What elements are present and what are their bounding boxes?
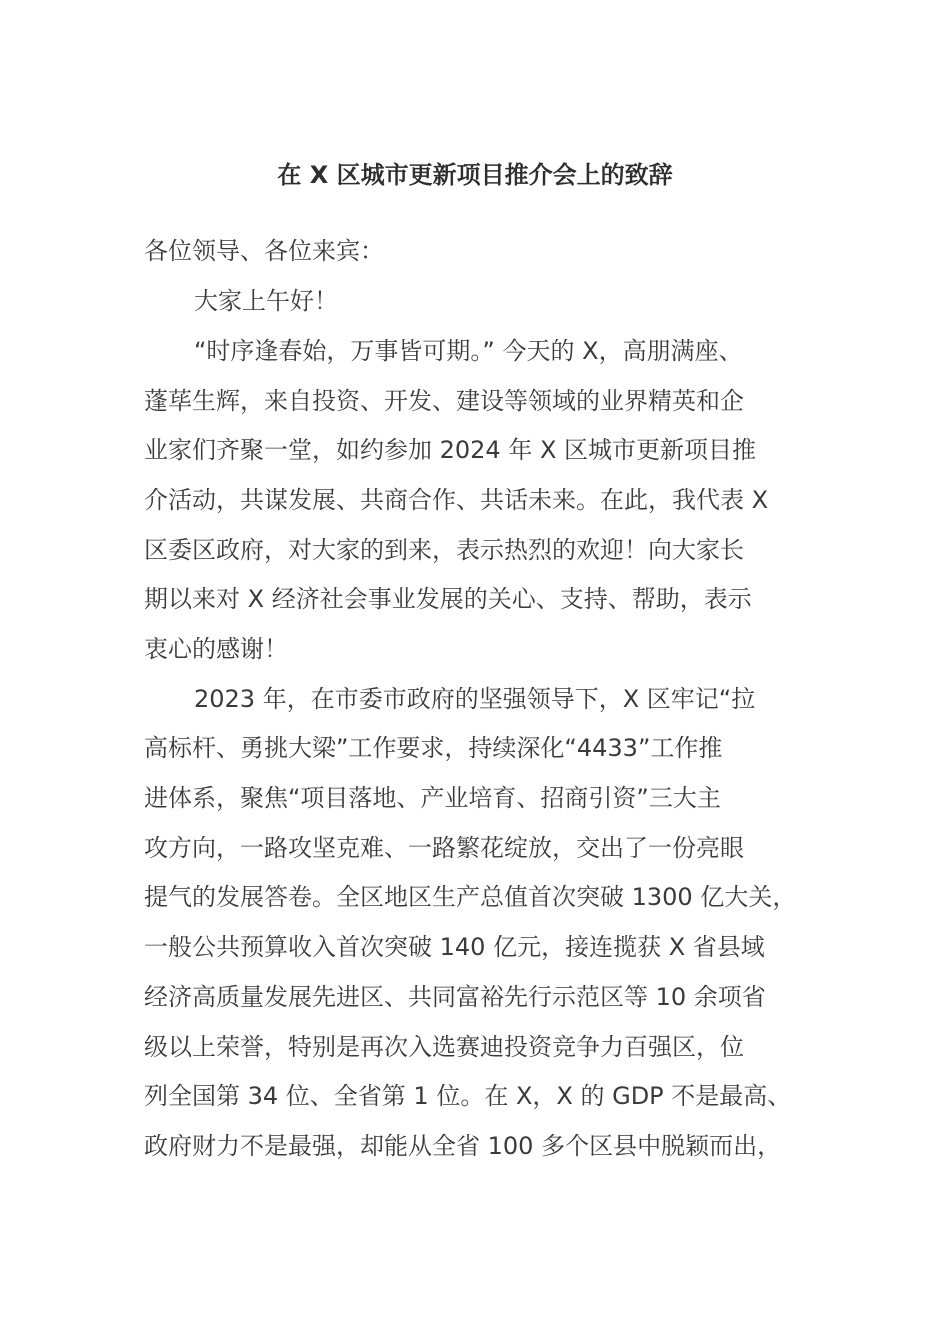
greeting-line: 大家上午好！: [194, 287, 338, 315]
paragraph-line: 进体系，聚焦“项目落地、产业培育、招商引资”三大主: [144, 784, 721, 812]
paragraph-line: 业家们齐聚一堂，如约参加 2024 年 X 区城市更新项目推: [144, 436, 757, 464]
paragraph-line: 经济高质量发展先进区、共同富裕先行示范区等 10 余项省: [144, 983, 766, 1011]
paragraph-line: 衷心的感谢！: [144, 635, 288, 663]
paragraph-line: 区委区政府，对大家的到来，表示热烈的欢迎！向大家长: [144, 536, 744, 564]
paragraph-line: 列全国第 34 位、全省第 1 位。在 X，X 的 GDP 不是最高、: [144, 1082, 792, 1110]
document-title: 在 X 区城市更新项目推介会上的致辞: [277, 161, 673, 189]
paragraph-line: 期以来对 X 经济社会事业发展的关心、支持、帮助，表示: [144, 585, 752, 613]
paragraph-line: 一般公共预算收入首次突破 140 亿元，接连揽获 X 省县域: [144, 933, 765, 961]
salutation: 各位领导、各位来宾：: [144, 237, 384, 265]
paragraph-line: 级以上荣誉，特别是再次入选赛迪投资竞争力百强区，位: [144, 1033, 744, 1061]
paragraph-line: 提气的发展答卷。全区地区生产总值首次突破 1300 亿大关，: [144, 883, 797, 911]
paragraph-line: 介活动，共谋发展、共商合作、共话未来。在此，我代表 X: [144, 486, 769, 514]
paragraph-line: 2023 年，在市委市政府的坚强领导下，X 区牢记“拉: [194, 685, 756, 713]
paragraph-line: 攻方向，一路攻坚克难、一路繁花绽放，交出了一份亮眼: [144, 834, 744, 862]
paragraph-line: 蓬荜生辉，来自投资、开发、建设等领域的业界精英和企: [144, 387, 744, 415]
paragraph-line: 政府财力不是最强，却能从全省 100 多个区县中脱颖而出，: [144, 1132, 782, 1160]
paragraph-line: “时序逢春始，万事皆可期。” 今天的 X，高朋满座、: [194, 337, 743, 365]
paragraph-line: 高标杆、勇挑大梁”工作要求，持续深化“4433”工作推: [144, 734, 723, 762]
